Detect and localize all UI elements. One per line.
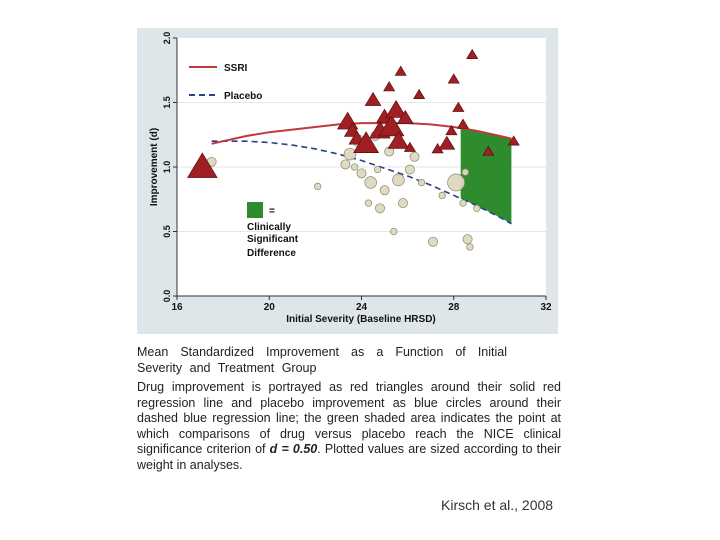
x-tick-label-3: 28	[448, 302, 460, 313]
placebo-point-19	[418, 179, 425, 186]
figure-panel	[137, 28, 558, 334]
citation: Kirsch et al., 2008	[441, 497, 554, 513]
significance-label-line-2: Significant	[247, 234, 299, 245]
y-tick-label-3: 1.5	[162, 96, 172, 109]
placebo-point-24	[462, 169, 469, 176]
y-tick-label-2: 1.0	[162, 160, 172, 174]
placebo-point-3	[344, 148, 356, 160]
placebo-point-23	[460, 200, 467, 207]
caption-title: Mean Standardized Improvement as a Function of Initial Severity and Treatment Group	[137, 345, 507, 375]
x-tick-label-4: 32	[540, 302, 552, 313]
placebo-point-17	[405, 165, 414, 174]
placebo-point-16	[398, 199, 407, 208]
placebo-point-26	[467, 244, 474, 251]
x-tick-label-1: 20	[263, 302, 275, 313]
placebo-point-25	[463, 235, 472, 244]
significance-marker-label: =	[269, 206, 275, 217]
placebo-point-11	[375, 204, 384, 213]
significance-label-line-1: Clinically	[247, 222, 291, 233]
placebo-point-21	[439, 192, 446, 199]
placebo-point-2	[341, 160, 350, 169]
placebo-point-8	[365, 177, 377, 189]
placebo-point-14	[391, 228, 398, 235]
placebo-point-7	[365, 200, 372, 207]
placebo-point-6	[357, 169, 366, 178]
x-tick-label-2: 24	[355, 302, 368, 313]
placebo-point-4	[351, 164, 358, 171]
x-tick-label-0: 16	[171, 302, 183, 313]
significance-swatch	[247, 202, 263, 218]
legend-placebo-label: Placebo	[224, 91, 263, 102]
placebo-point-27	[474, 205, 481, 212]
y-tick-label-0: 0.0	[162, 289, 172, 303]
placebo-point-22	[448, 174, 465, 191]
caption-body-start: Drug improvement is portrayed as red triangles around their solid red regression line and placebo improvement as blue circles around their dashed blue regression line; the green shaded area indicates the point at which comparisons of drug versus placebo reach the NICE clinical significance criterion of	[137, 380, 561, 457]
figure-caption	[137, 344, 561, 474]
y-tick-label-4: 2.0	[162, 31, 172, 45]
chart	[137, 28, 558, 334]
placebo-point-15	[393, 174, 405, 186]
significance-label-line-3: Difference	[247, 248, 296, 259]
placebo-point-20	[428, 237, 437, 246]
y-tick-label-1: 0.5	[162, 225, 172, 238]
placebo-point-18	[410, 152, 419, 161]
x-axis-label: Initial Severity (Baseline HRSD)	[286, 314, 436, 325]
caption-effect-size: d = 0.50	[269, 442, 318, 457]
caption-body	[137, 380, 561, 474]
caption-body-end: . Plotted values are sized according to their weight in analyses.	[137, 442, 561, 472]
placebo-point-12	[380, 186, 389, 195]
y-axis-label: Improvement (d)	[149, 127, 160, 207]
legend-ssri-label: SSRI	[224, 63, 248, 74]
placebo-point-1	[314, 183, 321, 190]
placebo-point-10	[374, 166, 381, 173]
